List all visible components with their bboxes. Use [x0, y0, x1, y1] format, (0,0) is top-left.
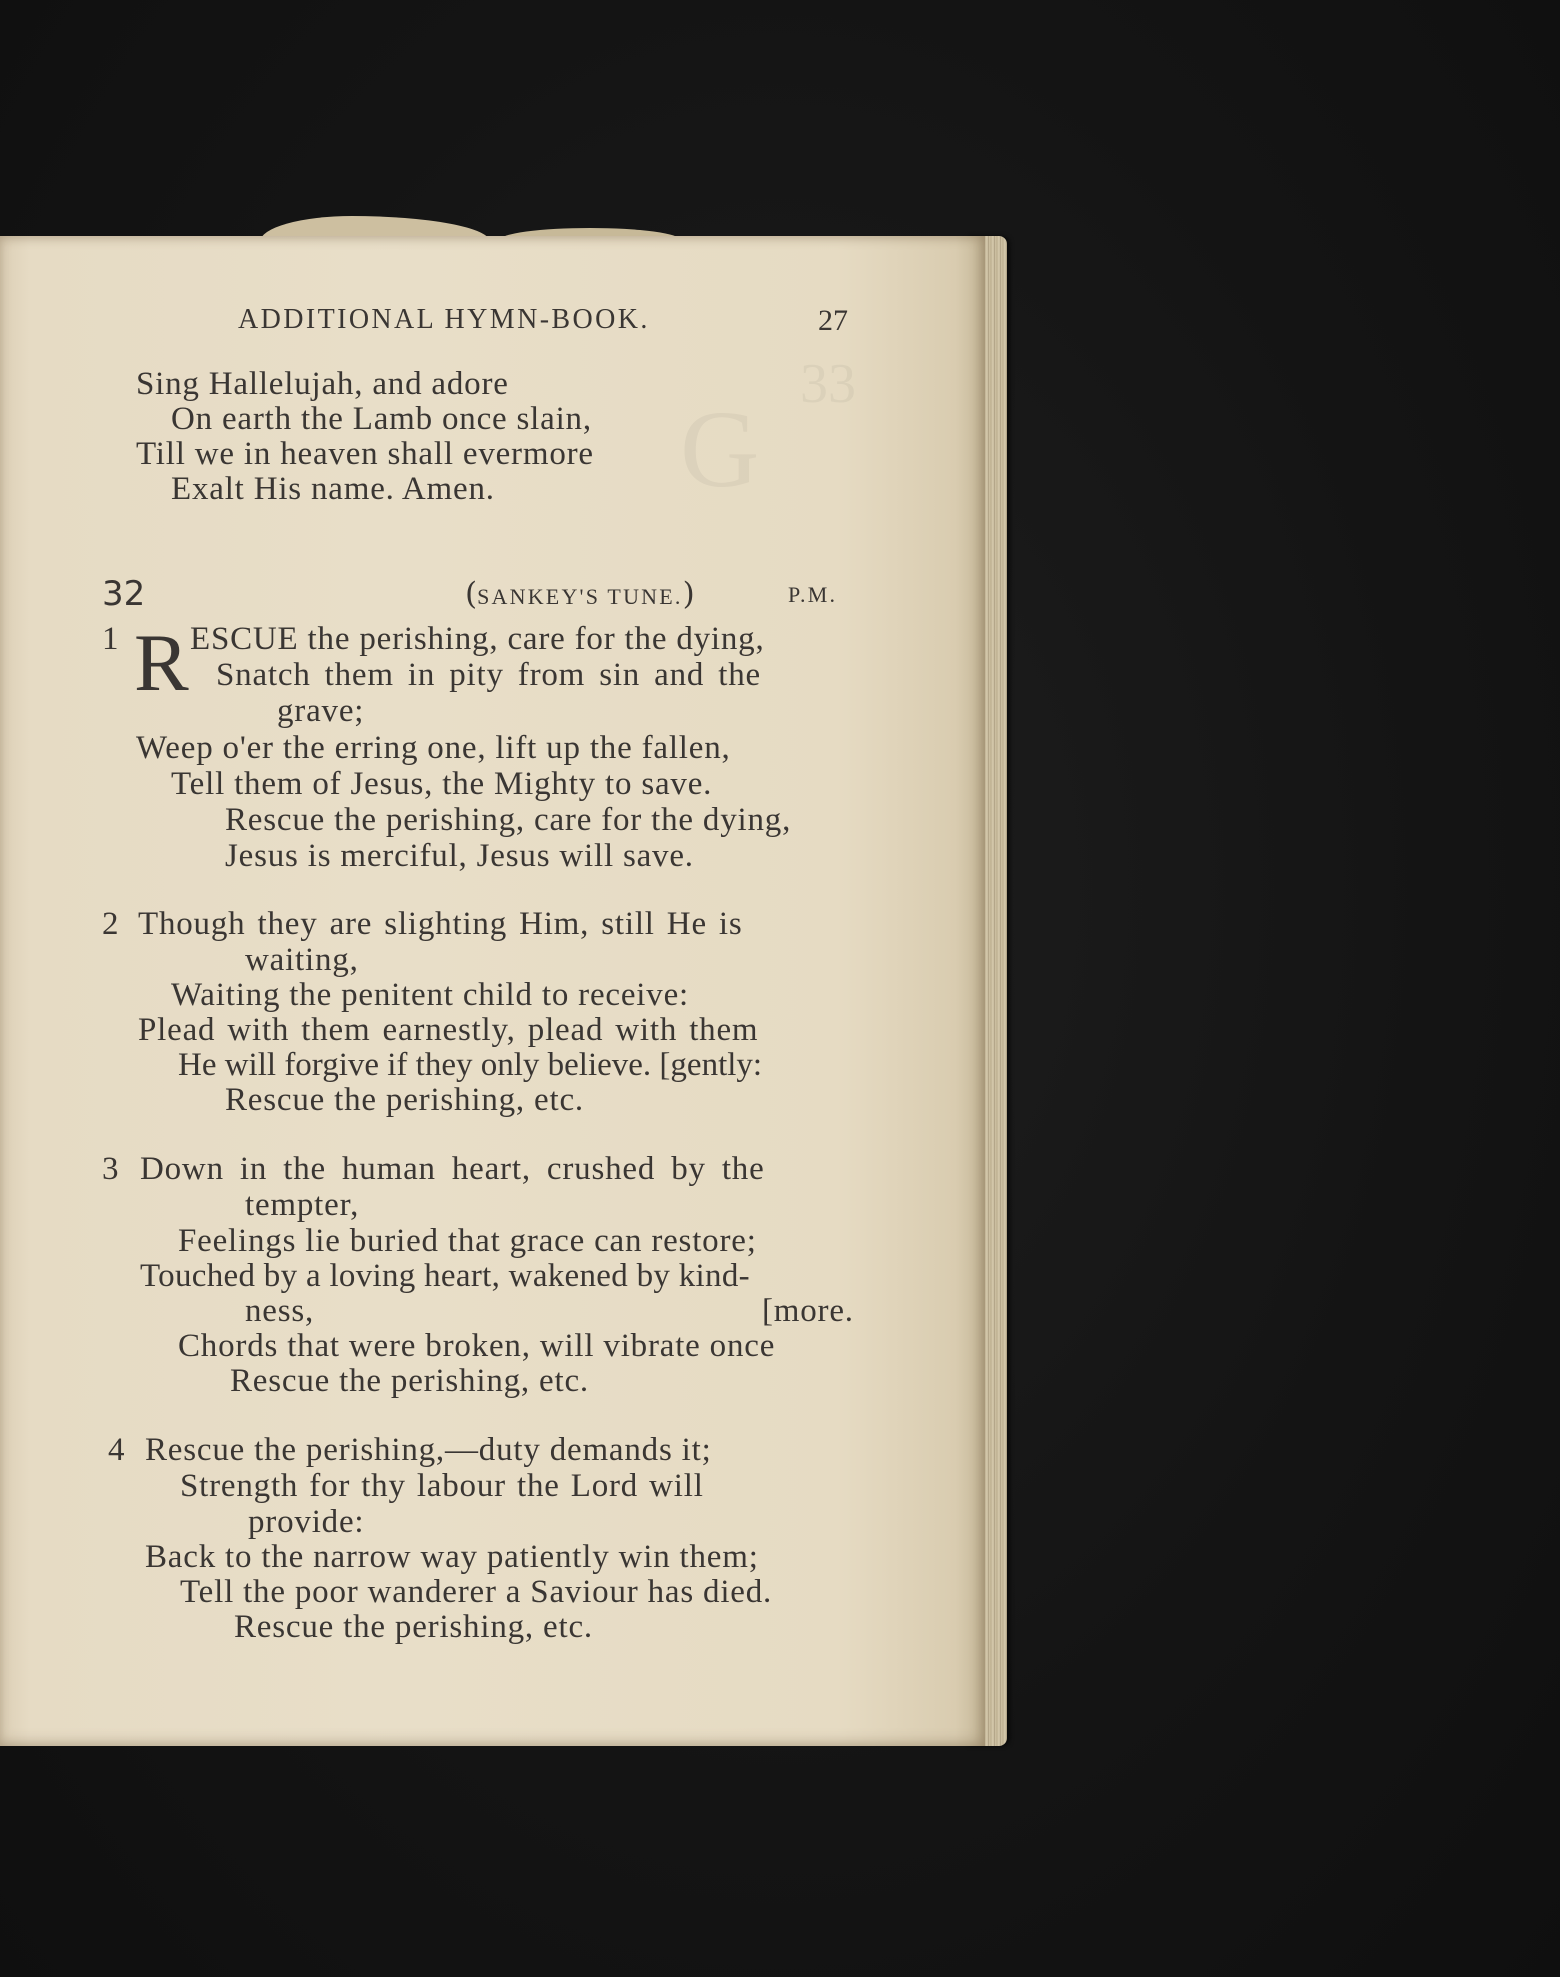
verse-line: Chords that were broken, will vibrate once: [178, 1328, 776, 1364]
verse-number: 1: [102, 621, 120, 657]
preceding-hymn-line: Sing Hallelujah, and adore: [136, 366, 509, 402]
verse-number: 2: [102, 906, 120, 942]
book-page: [0, 236, 985, 1746]
verse-line: Feelings lie buried that grace can restore;: [178, 1223, 757, 1259]
show-through-mark: G: [680, 388, 760, 510]
refrain-line: Rescue the perishing, etc.: [230, 1363, 589, 1399]
verse-line: Tell the poor wanderer a Saviour has died.: [180, 1574, 773, 1610]
verse-line: ESCUE the perishing, care for the dying,: [190, 621, 765, 657]
page-number: 27: [818, 304, 848, 337]
show-through-mark: 33: [800, 353, 856, 415]
refrain-line: Jesus is merciful, Jesus will save.: [225, 838, 694, 874]
tune-heading: [465, 576, 695, 612]
verse-line: Back to the narrow way patiently win them;: [145, 1539, 759, 1575]
drop-cap: R: [134, 617, 189, 708]
verse-line: Though they are slighting Him, still He is: [138, 906, 743, 942]
preceding-hymn-line: On earth the Lamb once slain,: [171, 401, 592, 437]
hymn-number: 32: [102, 574, 146, 614]
tune-paren-close: ): [682, 576, 695, 612]
verse-line: Weep o'er the erring one, lift up the fallen,: [136, 730, 731, 766]
verse-line: [more.: [762, 1293, 854, 1329]
preceding-hymn-line: Exalt His name. Amen.: [171, 471, 495, 507]
verse-line: Tell them of Jesus, the Mighty to save.: [171, 766, 713, 802]
verse-number: 4: [108, 1432, 126, 1468]
verse-line: Rescue the perishing,—duty demands it;: [145, 1432, 712, 1468]
verse-line: provide:: [248, 1504, 365, 1540]
hymn-meter: P.M.: [788, 582, 838, 607]
verse-number: 3: [102, 1151, 120, 1187]
verse-line: He will forgive if they only believe. [gently:: [178, 1047, 763, 1083]
tune-name: SANKEY'S TUNE.: [477, 584, 683, 609]
verse-line: Touched by a loving heart, wakened by kind-: [140, 1258, 750, 1294]
running-title: ADDITIONAL HYMN-BOOK.: [238, 304, 650, 335]
refrain-line: Rescue the perishing, etc.: [234, 1609, 593, 1645]
refrain-line: Rescue the perishing, care for the dying,: [225, 802, 792, 838]
verse-line: Waiting the penitent child to receive:: [171, 977, 689, 1013]
refrain-line: Rescue the perishing, etc.: [225, 1082, 584, 1118]
verse-line: ness,: [245, 1293, 315, 1329]
verse-line: Strength for thy labour the Lord will: [180, 1468, 704, 1504]
preceding-hymn-line: Till we in heaven shall evermore: [136, 436, 594, 472]
verse-line: Plead with them earnestly, plead with them: [138, 1012, 759, 1048]
verse-line: Snatch them in pity from sin and the: [216, 657, 761, 693]
verse-line: tempter,: [245, 1187, 360, 1223]
tune-paren-open: (: [465, 576, 478, 612]
verse-line: waiting,: [245, 942, 359, 978]
verse-line: grave;: [277, 693, 365, 729]
verse-line: Down in the human heart, crushed by the: [140, 1151, 765, 1187]
